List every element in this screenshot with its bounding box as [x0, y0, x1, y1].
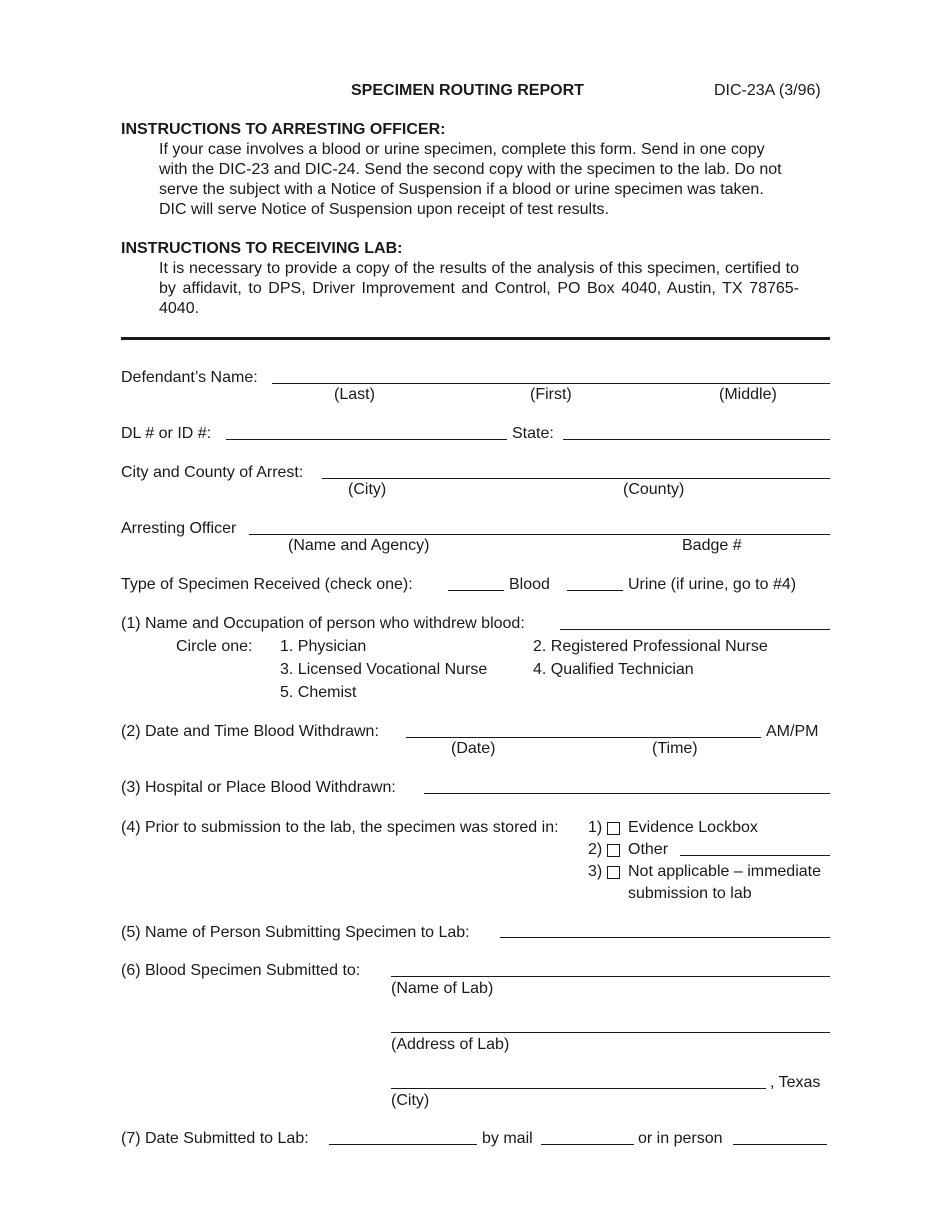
defendant-name-field[interactable]	[272, 383, 830, 384]
specimen-type-label: Type of Specimen Received (check one):	[121, 576, 413, 593]
last-name-caption: (Last)	[334, 386, 375, 403]
county-caption: (County)	[623, 481, 685, 498]
urine-check-field[interactable]	[567, 590, 623, 591]
q4-option-number: 1)	[588, 819, 603, 836]
texas-label: , Texas	[770, 1074, 821, 1091]
ampm-label: AM/PM	[766, 723, 819, 740]
first-name-caption: (First)	[530, 386, 572, 403]
q1-field[interactable]	[560, 629, 830, 630]
blood-option-label: Blood	[509, 576, 550, 593]
officer-instructions-line: serve the subject with a Notice of Suspension if a blood or urine specimen was taken.	[159, 181, 764, 198]
section-divider	[121, 337, 830, 340]
q6-label: (6) Blood Specimen Submitted to:	[121, 962, 361, 979]
q7-label: (7) Date Submitted to Lab:	[121, 1130, 309, 1147]
arrest-location-label: City and County of Arrest:	[121, 464, 304, 481]
officer-instructions-heading: INSTRUCTIONS TO ARRESTING OFFICER:	[121, 121, 446, 138]
q3-label: (3) Hospital or Place Blood Withdrawn:	[121, 779, 396, 796]
occupation-option[interactable]: 3. Licensed Vocational Nurse	[280, 661, 488, 678]
urine-option-label: Urine (if urine, go to #4)	[628, 576, 797, 593]
dl-label: DL # or ID #:	[121, 425, 212, 442]
city-caption: (City)	[348, 481, 387, 498]
defendant-name-label: Defendant’s Name:	[121, 369, 258, 386]
q4-option-number: 2)	[588, 841, 603, 858]
page-title: SPECIMEN ROUTING REPORT	[351, 82, 584, 99]
officer-instructions-line: DIC will serve Notice of Suspension upon receipt of test results.	[159, 201, 609, 218]
q5-field[interactable]	[500, 937, 830, 938]
q4-option-number: 3)	[588, 863, 603, 880]
other-checkbox[interactable]	[607, 844, 620, 857]
occupation-option[interactable]: 5. Chemist	[280, 684, 357, 701]
lab-address-caption: (Address of Lab)	[391, 1036, 510, 1053]
officer-instructions-line: If your case involves a blood or urine specimen, complete this form. Send in one copy	[159, 141, 765, 158]
state-field[interactable]	[563, 439, 830, 440]
q3-field[interactable]	[424, 793, 830, 794]
by-mail-label: by mail	[482, 1130, 533, 1147]
other-field[interactable]	[680, 855, 830, 856]
dl-field[interactable]	[226, 439, 507, 440]
lab-name-field[interactable]	[391, 976, 830, 977]
circle-one-label: Circle one:	[176, 638, 253, 655]
time-caption: (Time)	[652, 740, 698, 757]
other-label: Other	[628, 841, 669, 858]
arrest-location-field[interactable]	[322, 478, 830, 479]
evidence-lockbox-label: Evidence Lockbox	[628, 819, 758, 836]
lab-instructions-heading: INSTRUCTIONS TO RECEIVING LAB:	[121, 240, 403, 257]
evidence-lockbox-checkbox[interactable]	[607, 822, 620, 835]
occupation-option[interactable]: 2. Registered Professional Nurse	[533, 638, 768, 655]
lab-address-field[interactable]	[391, 1032, 830, 1033]
blood-check-field[interactable]	[448, 590, 504, 591]
q2-field[interactable]	[406, 737, 761, 738]
by-mail-field[interactable]	[541, 1144, 634, 1145]
not-applicable-label: Not applicable – immediate	[628, 863, 821, 880]
in-person-field[interactable]	[733, 1144, 827, 1145]
q5-label: (5) Name of Person Submitting Specimen to Lab:	[121, 924, 470, 941]
lab-city-field[interactable]	[391, 1088, 766, 1089]
lab-city-caption: (City)	[391, 1092, 430, 1109]
q1-label: (1) Name and Occupation of person who withdrew blood:	[121, 615, 525, 632]
q4-label: (4) Prior to submission to the lab, the specimen was stored in:	[121, 819, 559, 836]
arresting-officer-label: Arresting Officer	[121, 520, 237, 537]
date-caption: (Date)	[451, 740, 496, 757]
middle-name-caption: (Middle)	[719, 386, 777, 403]
lab-name-caption: (Name of Lab)	[391, 980, 494, 997]
state-label: State:	[512, 425, 554, 442]
not-applicable-label-cont: submission to lab	[628, 885, 752, 902]
date-submitted-field[interactable]	[329, 1144, 477, 1145]
name-agency-caption: (Name and Agency)	[288, 537, 430, 554]
occupation-option[interactable]: 1. Physician	[280, 638, 367, 655]
officer-instructions-line: with the DIC-23 and DIC-24. Send the second copy with the specimen to the lab. Do not	[159, 161, 782, 178]
arresting-officer-field[interactable]	[249, 534, 830, 535]
occupation-option[interactable]: 4. Qualified Technician	[533, 661, 694, 678]
lab-instructions-text: It is necessary to provide a copy of the results of the analysis of this specimen, certified to by affidavit, to DPS, Driver Improvement and Control, PO Box 4040, Austin, TX 78765-4040.	[159, 260, 799, 317]
q2-label: (2) Date and Time Blood Withdrawn:	[121, 723, 379, 740]
in-person-label: or in person	[638, 1130, 723, 1147]
badge-caption: Badge #	[682, 537, 742, 554]
form-number: DIC-23A (3/96)	[714, 82, 821, 99]
not-applicable-checkbox[interactable]	[607, 866, 620, 879]
